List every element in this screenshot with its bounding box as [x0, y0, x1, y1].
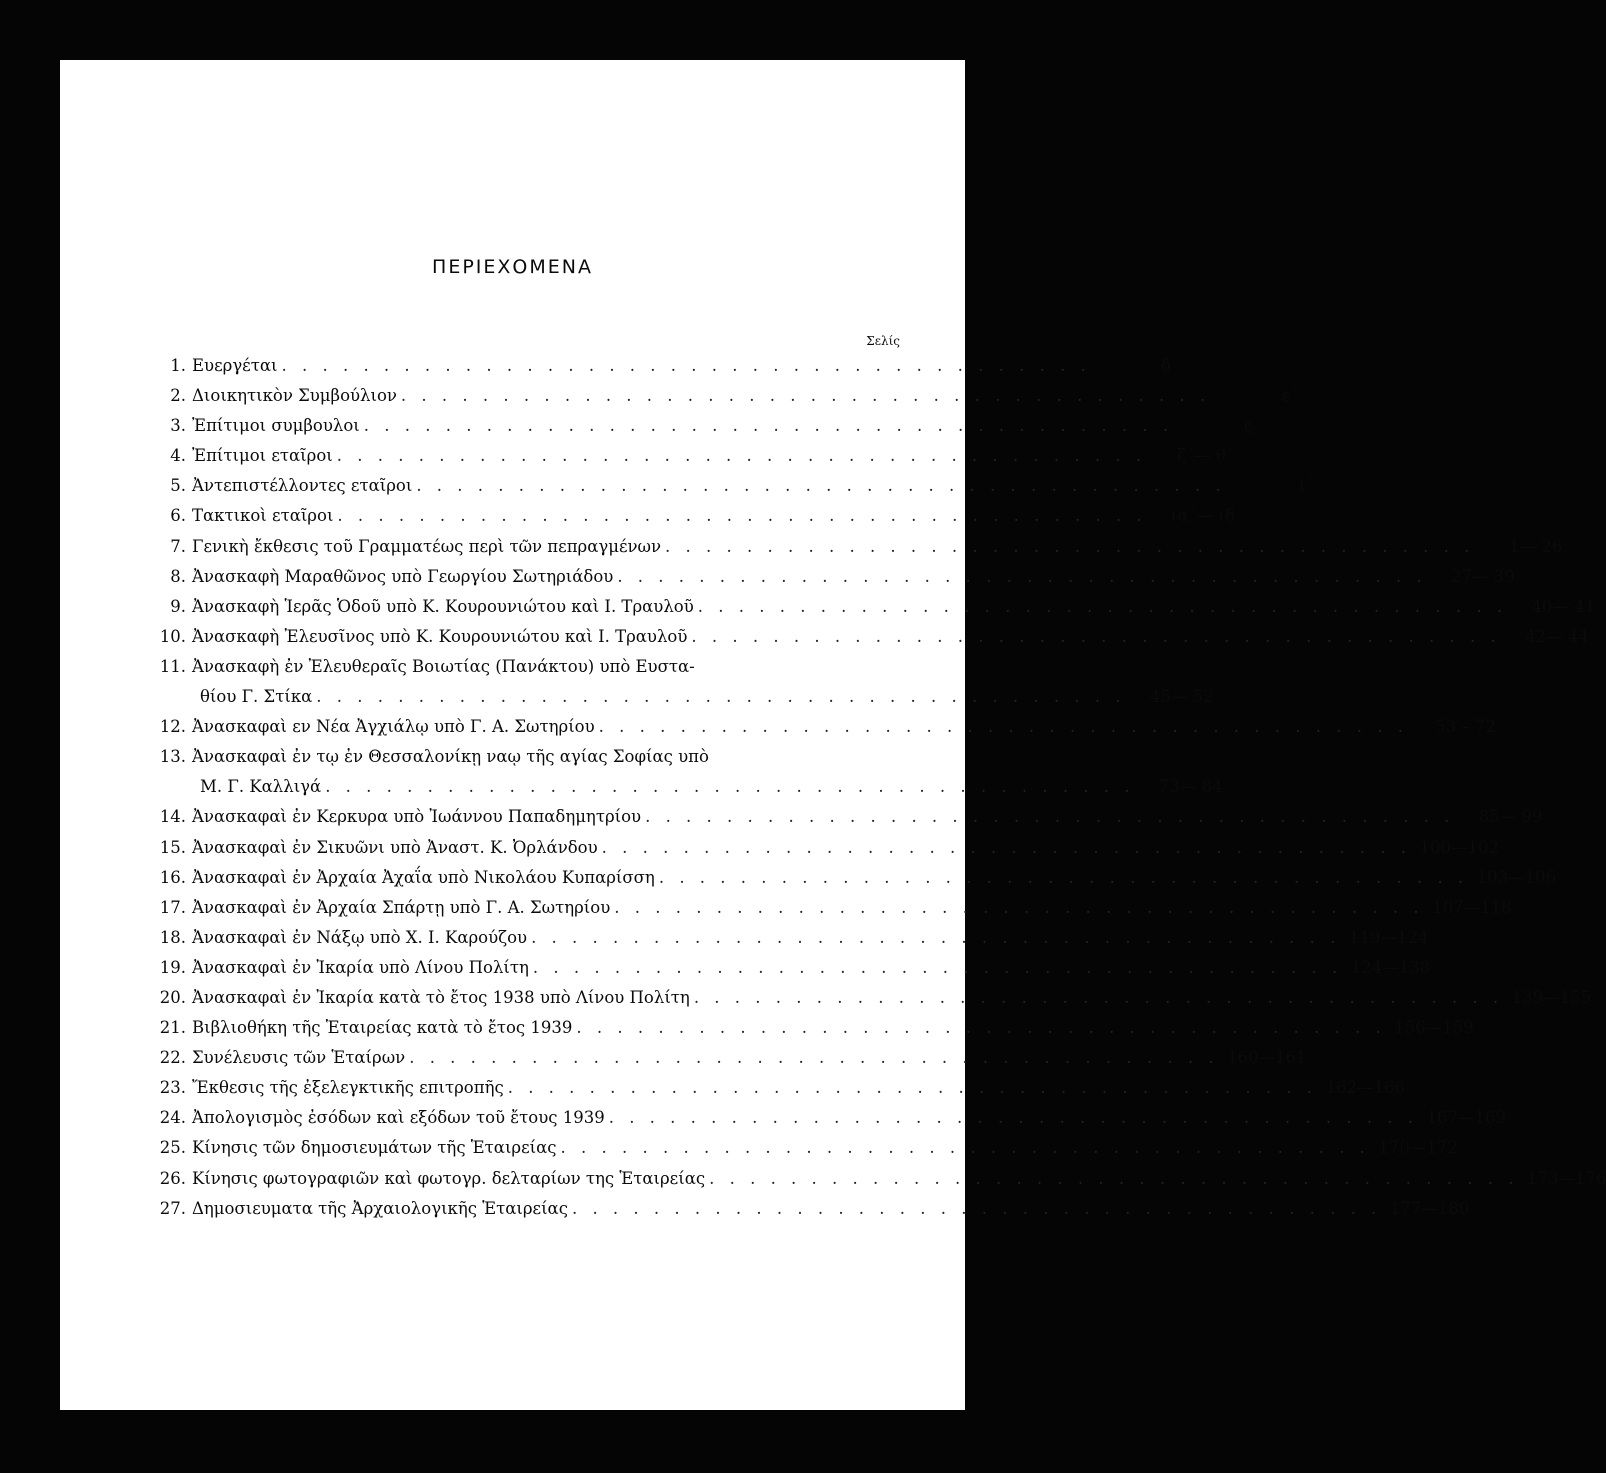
toc-entry-number: 21.	[159, 1018, 186, 1038]
toc-entry-number: 18.	[159, 927, 186, 947]
toc-entry-title: Τακτικοὶ εταῖροι	[192, 506, 334, 526]
dot-leader: . . . . . . . . . . . . . . . . . . . . . . . . . . . . . . . . . . . . . . . .	[709, 1168, 1519, 1188]
toc-entry	[130, 1103, 1507, 1133]
dot-leader: . . . . . . . . . . . . . . . . . . . . . . . . . . . . . . . . . . . . . . . .	[560, 1138, 1370, 1158]
toc-entry-pages: 119—124	[1348, 927, 1429, 947]
dot-leader: . . . . . . . . . . . . . . . . . . . . . . . . . . . . . . . . . . . . . . . .	[532, 957, 1343, 977]
toc-entry-pages: 139—155	[1511, 987, 1592, 1007]
toc-entry-title: Ἀνασκαφὴ Ἱερᾶς Ὁδοῦ υπὸ Κ. Κουρουνιώτου καὶ Ι. Τραυλοῦ	[192, 596, 694, 616]
toc-entry-pages: 45— 52	[1149, 687, 1214, 707]
toc-entry-number: 27.	[159, 1198, 186, 1218]
toc-entry	[130, 1013, 1474, 1043]
toc-entry-number: 7.	[170, 536, 186, 556]
document-page	[60, 60, 1606, 1410]
toc-entry-pages: 156—159	[1394, 1018, 1474, 1038]
page-title: ΠΕΡΙΕΧΟΜΕΝΑ	[432, 256, 593, 278]
dot-leader: . . . . . . . . . . . . . . . . . . . . . . . . . . . . . . . . . . . . . . . .	[325, 777, 1135, 797]
toc-entry	[130, 1133, 1458, 1163]
toc-entry-title: Ἀντεπιστέλλοντες εταῖροι	[192, 476, 413, 496]
toc-entry-pages: 27— 39	[1450, 566, 1515, 586]
toc-entry	[130, 501, 1235, 531]
toc-entry-pages: 40— 41	[1531, 596, 1596, 616]
toc-entry-title: Ἀνασκαφαὶ ἐν Ἀρχαία Ἀχαΐα υπὸ Νικολάου Κυπαρίσση	[192, 867, 655, 887]
dot-leader: . . . . . . . . . . . . . . . . . . . . . . . . . . . . . . . . . . . . . . . .	[316, 687, 1126, 707]
toc-entry-pages: 85— 99	[1478, 807, 1543, 827]
dot-leader: . . . . . . . . . . . . . . . . . . . . . . . . . . . . . . . . . . . . . . . .	[665, 536, 1475, 556]
toc-entry	[130, 411, 1262, 441]
toc-entry	[130, 802, 1543, 832]
toc-entry	[130, 1043, 1307, 1073]
toc-entry-number: 19.	[159, 957, 186, 977]
toc-entry-title: Ἀνασκαφαὶ ἐν Ἀρχαία Σπάρτῃ υπὸ Γ. Α. Σωτηρίου	[192, 897, 611, 917]
toc-entry-number: 26.	[159, 1168, 186, 1188]
toc-entry-continuation	[130, 682, 1214, 712]
toc-entry	[130, 471, 1314, 501]
dot-leader: . . . . . . . . . . . . . . . . . . . . . . . . . . . . . . . . . . . . . . . .	[617, 566, 1427, 586]
toc-entry	[130, 953, 1431, 983]
toc-entry-pages: 107—118	[1432, 897, 1512, 917]
toc-entry-number: 3.	[170, 416, 186, 436]
toc-entry-pages: 124—138	[1350, 957, 1431, 977]
toc-entry	[130, 652, 900, 682]
dot-leader: . . . . . . . . . . . . . . . . . . . . . . . . . . . . . . . . . . . . . . . .	[645, 807, 1455, 827]
toc-entry-number: 20.	[159, 987, 186, 1007]
toc-entry-continuation	[130, 772, 1223, 802]
toc-entry-title-continuation: Μ. Γ. Καλλιγά	[200, 777, 322, 797]
dot-leader: . . . . . . . . . . . . . . . . . . . . . . . . . . . . . . . . . . . . . . . .	[400, 386, 1211, 406]
toc-entry	[130, 562, 1515, 592]
toc-entry	[130, 592, 1596, 622]
toc-entry-number: 22.	[159, 1048, 186, 1068]
toc-entry-title: Ἀνασκαφαὶ ἐν Σικυῶνι υπὸ Ἀναστ. Κ. Ὀρλάνδου	[192, 837, 598, 857]
toc-entry-title: Ἐπίτιμοι εταῖροι	[192, 446, 333, 466]
toc-entry	[130, 712, 1496, 742]
dot-leader: . . . . . . . . . . . . . . . . . . . . . . . . . . . . . . . . . . . . . . . .	[409, 1048, 1219, 1068]
toc-entry-number: 23.	[159, 1078, 186, 1098]
dot-leader: . . . . . . . . . . . . . . . . . . . . . . . . . . . . . . . . . . . . . . . .	[658, 867, 1469, 887]
toc-entry-number: 5.	[170, 476, 186, 496]
toc-entry-title: Ἀνασκαφὴ ἐν Ἐλευθεραῖς Βοιωτίας (Πανάκτου) υπὸ Ευστα-	[192, 656, 695, 676]
dot-leader: . . . . . . . . . . . . . . . . . . . . . . . . . . . . . . . . . . . . . . . .	[571, 1198, 1382, 1218]
toc-entry-pages: ια΄— ιδ	[1170, 506, 1235, 526]
toc-entry-pages: 173—176	[1526, 1168, 1606, 1188]
dot-leader: . . . . . . . . . . . . . . . . . . . . . . . . . . . . . . . . . . . . . . . .	[608, 1108, 1419, 1128]
toc-entry-title: Συνέλευσις τῶν Ἑταίρων	[192, 1048, 406, 1068]
toc-entry	[130, 1164, 1606, 1194]
toc-entry-title: Δημοσιευματα τῆς Ἀρχαιολογικῆς Ἑταιρείας	[192, 1198, 568, 1218]
toc-entry-title: Ἀνασκαφαὶ ἐν Ἰκαρία υπὸ Λίνου Πολίτη	[192, 957, 529, 977]
dot-leader: . . . . . . . . . . . . . . . . . . . . . . . . . . . . . . . . . . . . . . . .	[697, 596, 1508, 616]
toc-entry-title: Ἐπίτιμοι συμβουλοι	[192, 416, 360, 436]
toc-entry-number: 4.	[170, 446, 186, 466]
toc-entry	[130, 622, 1589, 652]
toc-entry-pages: 167—169	[1426, 1108, 1507, 1128]
toc-entry-number: 2.	[170, 386, 186, 406]
toc-entry-number: 6.	[170, 506, 186, 526]
toc-entry-pages: 73— 84	[1158, 777, 1223, 797]
toc-entry	[130, 441, 1235, 471]
dot-leader: . . . . . . . . . . . . . . . . . . . . . . . . . . . . . . . . . . . . . . . .	[576, 1018, 1386, 1038]
toc-entry	[130, 532, 1563, 562]
toc-entry	[130, 893, 1512, 923]
toc-entry-pages: 103—106	[1476, 867, 1557, 887]
dot-leader: . . . . . . . . . . . . . . . . . . . . . . . . . . . . . . . . . . . . . . . .	[281, 356, 1091, 375]
toc-entry-pages: 100—102	[1419, 837, 1499, 857]
toc-entry-pages: 160—161	[1227, 1048, 1307, 1068]
toc-entry-number: 12.	[159, 717, 186, 737]
dot-leader: . . . . . . . . . . . . . . . . . . . . . . . . . . . . . . . . . . . . . . . .	[416, 476, 1226, 496]
dot-leader: . . . . . . . . . . . . . . . . . . . . . . . . . . . . . . . . . . . . . . . .	[614, 897, 1424, 917]
toc-entry-title: Ἀνασκαφαὶ ἐν Ἰκαρία κατὰ τὸ ἔτος 1938 υπὸ Λίνου Πολίτη	[192, 987, 690, 1007]
toc-entry-title: Ευεργέται	[192, 356, 278, 375]
dot-leader: . . . . . . . . . . . . . . . . . . . . . . . . . . . . . . . . . . . . . . . .	[363, 416, 1174, 436]
dot-leader: . . . . . . . . . . . . . . . . . . . . . . . . . . . . . . . . . . . . . . . .	[601, 837, 1411, 857]
toc-entry-pages: δ΄	[1160, 356, 1179, 375]
toc-entry	[130, 923, 1429, 953]
pages-column-header: Σελίς	[866, 334, 900, 348]
toc-entry-pages: 1— 26	[1509, 536, 1563, 556]
toc-entry-title: Ἀνασκαφαὶ ἐν τῳ ἐν Θεσσαλονίκῃ ναῳ τῆς αγίας Σοφίας υπὸ	[192, 747, 709, 767]
toc-entry	[130, 351, 1179, 381]
toc-entry-pages: 177—180	[1389, 1198, 1470, 1218]
toc-entry-pages: 53 – 72	[1435, 717, 1496, 737]
toc-entry-number: 25.	[159, 1138, 186, 1158]
toc-entry-pages: 162—166	[1325, 1078, 1406, 1098]
toc-entry-pages: ι΄	[1298, 476, 1314, 496]
toc-entry-title: Ἀνασκαφαὶ ἐν Νάξῳ υπὸ Χ. Ι. Καρούζου	[192, 927, 528, 947]
toc-entry-title-continuation: θίου Γ. Στίκα	[200, 687, 313, 707]
toc-entry-title: Βιβλιοθήκη τῆς Ἑταιρείας κατὰ τὸ ἔτος 1939	[192, 1018, 573, 1038]
toc-entry-title: Κίνησις τῶν δημοσιευμάτων τῆς Ἑταιρείας	[192, 1138, 557, 1158]
table-of-contents	[130, 351, 1606, 1224]
toc-entry-number: 10.	[159, 626, 186, 646]
toc-entry	[130, 833, 1499, 863]
toc-entry-number: 1.	[170, 356, 186, 375]
toc-entry-number: 17.	[159, 897, 186, 917]
toc-entry-title: Διοικητικὸν Συμβούλιον	[192, 386, 397, 406]
toc-entry	[130, 381, 1299, 411]
dot-leader: . . . . . . . . . . . . . . . . . . . . . . . . . . . . . . . . . . . . . . . .	[531, 927, 1341, 947]
toc-entry-title: Ἀπολογισμὸς ἐσόδων καὶ εξόδων τοῦ ἔτους 1939	[192, 1108, 605, 1128]
toc-entry-title: Ἀνασκαφαὶ εν Νέα Ἀγχιάλῳ υπὸ Γ. Α. Σωτηρίου	[192, 717, 595, 737]
toc-entry-pages: 42— 44	[1525, 626, 1589, 646]
toc-entry	[130, 983, 1592, 1013]
toc-entry-title: Ἀνασκαφὴ Ἐλευσῖνος υπὸ Κ. Κουρουνιώτου καὶ Ι. Τραυλοῦ	[192, 626, 688, 646]
toc-entry	[130, 1194, 1470, 1224]
toc-entry-number: 14.	[159, 807, 186, 827]
toc-entry-number: 11.	[159, 656, 186, 676]
toc-entry-pages: ζ΄— θ΄	[1176, 446, 1235, 466]
toc-entry-number: 9.	[170, 596, 186, 616]
toc-entry-title: Ἀνασκαφαὶ ἐν Κερκυρα υπὸ Ἰωάννου Παπαδημητρίου	[192, 807, 642, 827]
dot-leader: . . . . . . . . . . . . . . . . . . . . . . . . . . . . . . . . . . . . . . . .	[336, 446, 1147, 466]
toc-entry-title: Κίνησις φωτογραφιῶν καὶ φωτογρ. δελταρίων της Ἑταιρείας	[192, 1168, 706, 1188]
dot-leader: . . . . . . . . . . . . . . . . . . . . . . . . . . . . . . . . . . . . . . . .	[598, 717, 1408, 737]
toc-entry-title: Ἔκθεσις τῆς ἐξελεγκτικῆς επιτροπῆς	[192, 1078, 504, 1098]
dot-leader: . . . . . . . . . . . . . . . . . . . . . . . . . . . . . . . . . . . . . . . .	[337, 506, 1147, 526]
toc-entry-pages: ς΄	[1243, 416, 1262, 436]
toc-entry-pages: ε΄	[1281, 386, 1299, 406]
toc-entry-number: 13.	[159, 747, 186, 767]
toc-entry-title: Γενικὴ ἔκθεσις τοῦ Γραμματέως περὶ τῶν πεπραγμένων	[192, 536, 662, 556]
dot-leader: . . . . . . . . . . . . . . . . . . . . . . . . . . . . . . . . . . . . . . . .	[507, 1078, 1318, 1098]
toc-entry-pages: 170—172	[1378, 1138, 1458, 1158]
dot-leader: . . . . . . . . . . . . . . . . . . . . . . . . . . . . . . . . . . . . . . . .	[693, 987, 1504, 1007]
toc-entry-number: 16.	[159, 867, 186, 887]
dot-leader: . . . . . . . . . . . . . . . . . . . . . . . . . . . . . . . . . . . . . . . .	[691, 626, 1501, 646]
toc-entry-number: 8.	[170, 566, 186, 586]
toc-entry-number: 24.	[159, 1108, 186, 1128]
toc-entry	[130, 742, 900, 772]
toc-entry	[130, 1073, 1406, 1103]
toc-entry	[130, 863, 1557, 893]
toc-entry-title: Ἀνασκαφὴ Μαραθῶνος υπὸ Γεωργίου Σωτηριάδου	[192, 566, 614, 586]
toc-entry-number: 15.	[159, 837, 186, 857]
